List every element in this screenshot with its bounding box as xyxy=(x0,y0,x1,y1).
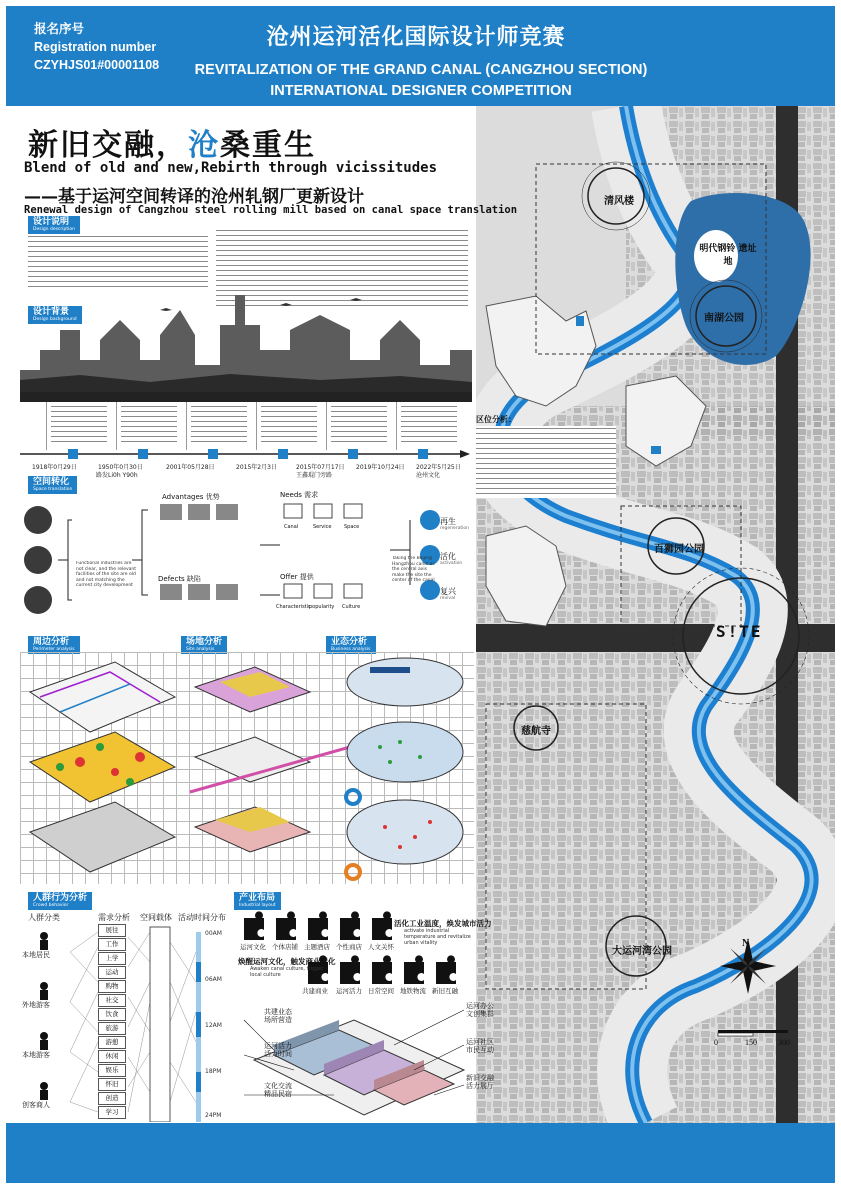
advantages-label: Advantages 优势 xyxy=(162,493,220,501)
timeline-event-6 xyxy=(396,402,457,450)
offer-item-culture: Culture xyxy=(342,604,361,610)
industry-callout-right-1: 运河办公 文创集群 xyxy=(466,1002,494,1018)
need-4: 运动 xyxy=(98,966,126,979)
map-label-qingfeng-tower: 清风楼 xyxy=(604,196,634,207)
need-5: 购物 xyxy=(98,980,126,993)
timeline-date-6: 2019年10月24日 xyxy=(356,464,405,471)
section-crowd xyxy=(28,892,92,910)
industry-row2-title-cn: 焕醒运河文化，触发商业活化 xyxy=(238,957,336,966)
analysis-diagrams xyxy=(20,652,474,884)
competition-title-en xyxy=(176,60,666,102)
site-map xyxy=(476,106,835,1123)
outcome-revival-en: revival xyxy=(440,596,456,601)
industry-r2-1: 共建商业 xyxy=(302,987,328,995)
industry-callout-left-1: 共建业态 场所营造 xyxy=(264,1008,292,1024)
need-2: 工作 xyxy=(98,938,126,951)
need-11: 娱乐 xyxy=(98,1064,126,1077)
section-design-background-cn: 设计背景 xyxy=(33,307,70,317)
industry-r2-4: 地铁物流 xyxy=(400,987,426,995)
section-business-cn: 业态分析 xyxy=(331,637,368,647)
competition-title-en-line2: INTERNATIONAL DESIGNER COMPETITION xyxy=(270,83,572,99)
timeline-event-4 xyxy=(256,402,317,450)
industry-r2-3: 日常空间 xyxy=(368,987,394,995)
scale-150: 150 xyxy=(745,1038,757,1047)
crowd-group-makers: 创客商人 xyxy=(22,1101,50,1109)
offer-item-popularity: popularity xyxy=(309,604,335,610)
north-label: N xyxy=(742,938,750,949)
need-10: 休闲 xyxy=(98,1050,126,1063)
needs-label: Needs 需求 xyxy=(280,491,319,499)
map-label-baishiyuan-park: 百狮园公园 xyxy=(654,544,704,555)
map-label-nanhu-park: 南湖公园 xyxy=(704,313,744,324)
outcome-activation-en: activation xyxy=(440,561,463,566)
section-industry-cn: 产业布局 xyxy=(239,893,276,903)
scale-300: 300 xyxy=(778,1038,790,1047)
analysis-grid xyxy=(20,652,474,884)
time-18pm: 18PM xyxy=(205,1068,222,1075)
section-perimeter-en: Perimeter analysis xyxy=(33,647,75,652)
section-site-en: Site analysis xyxy=(186,647,215,652)
need-9: 游憩 xyxy=(98,1036,126,1049)
industry-callout-right-3: 新旧交融 活力展厅 xyxy=(466,1074,494,1090)
header-banner xyxy=(6,6,835,106)
need-3: 上学 xyxy=(98,952,126,965)
crowd-col-category: 人群分类 xyxy=(28,913,60,922)
section-design-background-en: Design background xyxy=(33,317,77,322)
scale-0: 0 xyxy=(714,1038,718,1047)
section-design-description-cn: 设计说明 xyxy=(33,217,70,227)
offer-label: Offer 提供 xyxy=(280,573,314,581)
timeline-date-1: 1918年0月29日 xyxy=(32,464,77,471)
site-marker: S!TE xyxy=(716,622,763,641)
time-00am: 00AM xyxy=(205,930,222,937)
location-analysis-text xyxy=(476,426,616,498)
timeline-event-1 xyxy=(46,402,107,450)
location-analysis-title: 区位分析： xyxy=(476,415,516,424)
section-space-translation-cn: 空间转化 xyxy=(33,477,70,487)
crowd-col-needs: 需求分析 xyxy=(98,913,130,922)
timeline-date-7: 2022年5月25日 xyxy=(416,464,461,471)
outcome-regeneration: 再生 xyxy=(440,517,456,526)
main-title-accent: 沧 xyxy=(188,128,220,163)
timeline-date-5: 2015年07月17日 xyxy=(296,464,345,471)
section-crowd-cn: 人群行为分析 xyxy=(33,893,88,903)
defects-label: Defects 缺陷 xyxy=(158,575,201,583)
outcome-activation: 活化 xyxy=(440,552,456,561)
registration-label-cn: 报名序号 xyxy=(34,22,85,36)
timeline-date-4: 2015年2月3日 xyxy=(236,464,277,471)
design-description-cn-text xyxy=(28,234,208,288)
section-business-en: Business analysis xyxy=(331,647,371,652)
timeline-date-3: 2001年05月28日 xyxy=(166,464,215,471)
timeline-event-3 xyxy=(186,402,247,450)
timeline-event-2 xyxy=(116,402,177,450)
section-design-description-en: Design description xyxy=(33,227,75,232)
industry-r2-2: 运河活力 xyxy=(336,987,362,995)
main-title-part1: 新旧交融， xyxy=(28,128,188,163)
section-perimeter-cn: 周边分析 xyxy=(33,637,70,647)
skyline-collage xyxy=(20,290,472,394)
registration-label-en: Registration number xyxy=(34,40,157,54)
needs-item-service: Service xyxy=(313,524,332,530)
timeline-sublabel-5: 王鑫琨门旁路 xyxy=(296,472,333,479)
need-14: 学习 xyxy=(98,1106,126,1119)
subtitle-en2: Renewal design of Cangzhou steel rolling mill based on canal space translation xyxy=(24,204,518,216)
crowd-col-time: 活动时间分布 xyxy=(178,913,226,922)
timeline-sublabel-7: 沧州文化 xyxy=(416,472,441,479)
crowd-group-local-residents: 本地居民 xyxy=(22,951,50,959)
needs-item-space: Space xyxy=(344,524,360,530)
space-translation-left-note: Functional industries are not clear, and the relevant facilities of the site are old and not matching the current city development xyxy=(76,561,137,588)
main-title xyxy=(28,120,316,164)
site-map-graphic xyxy=(476,106,835,1123)
section-design-description xyxy=(28,216,80,234)
subtitle-en: Blend of old and new,Rebirth through vicissitudes xyxy=(24,160,438,176)
industry-callout-right-2: 运河社区 市民互动 xyxy=(466,1038,494,1054)
industry-row1-note-en: activate industrial temperature and revitalize urban vitality xyxy=(404,928,471,946)
section-space-translation-en: Space translation xyxy=(33,487,73,492)
timeline-bar xyxy=(20,392,472,402)
footer-banner xyxy=(6,1123,835,1183)
needs-item-canal: Canal xyxy=(284,524,299,530)
industry-r1-5: 人文关怀 xyxy=(368,943,394,951)
industry-r2-5: 新旧互融 xyxy=(432,987,458,995)
need-13: 创造 xyxy=(98,1092,126,1105)
map-label-ming-relic: 明代钢铃 遗址地 xyxy=(699,244,757,267)
subtitle-cn: ——基于运河空间转译的沧州轧钢厂更新设计 xyxy=(24,187,364,207)
industry-row1-note-cn: 活化工业温度，焕发城市活力 xyxy=(394,919,492,928)
industry-r1-4: 个性商店 xyxy=(336,943,362,951)
timeline-axis xyxy=(20,448,472,460)
registration-block xyxy=(34,20,159,74)
need-7: 饮食 xyxy=(98,1008,126,1021)
industry-r1-1: 运河文化 xyxy=(240,943,266,951)
crowd-col-space: 空间载体 xyxy=(140,913,172,922)
map-label-canal-bay-park: 大运河湾公园 xyxy=(612,946,672,957)
need-8: 旅游 xyxy=(98,1022,126,1035)
registration-number: CZYHJS01#00001108 xyxy=(34,58,160,72)
need-6: 社交 xyxy=(98,994,126,1007)
section-site-cn: 场地分析 xyxy=(186,637,223,647)
timeline-date-2: 1950年0月30日 xyxy=(98,464,143,471)
timeline-event-5 xyxy=(326,402,387,450)
outcome-regeneration-en: regeneration xyxy=(440,526,469,531)
section-industry-en: Industrial layout xyxy=(239,903,276,908)
time-06am: 06AM xyxy=(205,976,222,983)
space-translation-center-note: Taking the Beijing Hangzhou canal as the central axis make the site the center of the canal xyxy=(392,556,435,583)
crowd-group-local-tourists: 本地游客 xyxy=(22,1051,50,1059)
industry-callout-left-2: 运河活力 活力时间 xyxy=(264,1042,292,1058)
time-12am: 12AM xyxy=(205,1022,222,1029)
poster xyxy=(6,6,835,1183)
section-industry xyxy=(234,892,281,910)
offer-item-characteristic: Characteristic xyxy=(276,604,311,610)
crowd-group-outside-tourists: 外地游客 xyxy=(22,1001,50,1009)
time-24pm: 24PM xyxy=(205,1112,222,1119)
timeline-arrow-label: 路发Li0h Y90h xyxy=(96,472,138,479)
need-12: 怀旧 xyxy=(98,1078,126,1091)
competition-title-cn: 沧州运河活化国际设计师竞赛 xyxy=(266,25,566,50)
industry-row2-title-en: Awaken canal culture, trigger local culture xyxy=(250,966,324,978)
main-title-part2: 桑重生 xyxy=(220,128,316,163)
industry-r1-2: 个体店铺 xyxy=(272,943,298,951)
outcome-revival: 复兴 xyxy=(440,587,456,596)
section-crowd-en: Crowd behavior xyxy=(33,903,69,908)
industry-callout-left-3: 文化交流 精品民宿 xyxy=(264,1082,292,1098)
industry-r1-3: 主题酒店 xyxy=(304,943,330,951)
need-1: 展往 xyxy=(98,924,126,937)
map-label-cihang-temple: 慈航寺 xyxy=(521,726,551,737)
competition-title-en-line1: REVITALIZATION OF THE GRAND CANAL (CANGZHOU SECTION) xyxy=(194,62,648,78)
